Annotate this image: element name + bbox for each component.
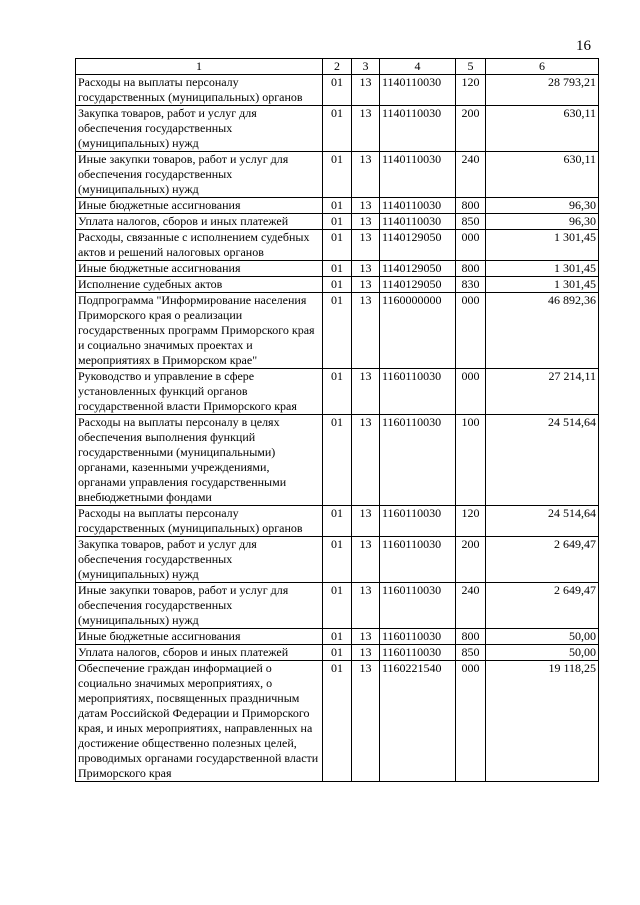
subsection-code-cell: 13 xyxy=(352,369,380,415)
amount-cell: 1 301,45 xyxy=(486,230,599,261)
amount-cell: 2 649,47 xyxy=(486,583,599,629)
header-cell: 5 xyxy=(456,59,486,75)
section-code-cell: 01 xyxy=(323,75,352,106)
table-row xyxy=(76,261,599,277)
table-header-row xyxy=(76,59,599,75)
amount-cell: 50,00 xyxy=(486,645,599,661)
amount-cell: 96,30 xyxy=(486,214,599,230)
expense-type-cell: 000 xyxy=(456,293,486,369)
item-name-cell: Обеспечение граждан информацией о социально значимых мероприятиях, о мероприятиях, посвященных праздничным датам Российской Федерации и Приморского края, и иных мероприятиях, направленных на достижение общественно полезных целей, проводимых органами государственной власти Приморского края xyxy=(76,661,323,782)
subsection-code-cell: 13 xyxy=(352,506,380,537)
item-name-cell: Расходы на выплаты персоналу в целях обеспечения выполнения функций государственными (муниципальными) органами, казенными учреждениями, органами управления государственными внебюджетными фондами xyxy=(76,415,323,506)
page-number: 16 xyxy=(576,38,591,54)
item-name-cell: Иные бюджетные ассигнования xyxy=(76,198,323,214)
section-code-cell: 01 xyxy=(323,198,352,214)
section-code-cell: 01 xyxy=(323,230,352,261)
section-code-cell: 01 xyxy=(323,277,352,293)
table-row xyxy=(76,629,599,645)
table-row xyxy=(76,645,599,661)
target-article-cell: 1140110030 xyxy=(380,214,456,230)
expense-type-cell: 100 xyxy=(456,415,486,506)
target-article-cell: 1160110030 xyxy=(380,629,456,645)
subsection-code-cell: 13 xyxy=(352,152,380,198)
amount-cell: 24 514,64 xyxy=(486,415,599,506)
table-row xyxy=(76,369,599,415)
item-name-cell: Уплата налогов, сборов и иных платежей xyxy=(76,645,323,661)
subsection-code-cell: 13 xyxy=(352,106,380,152)
target-article-cell: 1140110030 xyxy=(380,152,456,198)
amount-cell: 27 214,11 xyxy=(486,369,599,415)
table-row xyxy=(76,506,599,537)
header-cell: 4 xyxy=(380,59,456,75)
amount-cell: 630,11 xyxy=(486,152,599,198)
expense-type-cell: 240 xyxy=(456,583,486,629)
table-row xyxy=(76,75,599,106)
target-article-cell: 1160000000 xyxy=(380,293,456,369)
subsection-code-cell: 13 xyxy=(352,537,380,583)
subsection-code-cell: 13 xyxy=(352,645,380,661)
expense-type-cell: 000 xyxy=(456,230,486,261)
header-cell: 6 xyxy=(486,59,599,75)
amount-cell: 1 301,45 xyxy=(486,261,599,277)
section-code-cell: 01 xyxy=(323,369,352,415)
budget-table xyxy=(75,58,599,782)
item-name-cell: Подпрограмма "Информирование населения Приморского края о реализации государственных программ Приморского края и социально значимых проектах и мероприятиях в Приморском крае" xyxy=(76,293,323,369)
item-name-cell: Исполнение судебных актов xyxy=(76,277,323,293)
amount-cell: 46 892,36 xyxy=(486,293,599,369)
expense-type-cell: 800 xyxy=(456,261,486,277)
section-code-cell: 01 xyxy=(323,152,352,198)
target-article-cell: 1140110030 xyxy=(380,75,456,106)
item-name-cell: Уплата налогов, сборов и иных платежей xyxy=(76,214,323,230)
item-name-cell: Руководство и управление в сфере установленных функций органов государственной власти Приморского края xyxy=(76,369,323,415)
subsection-code-cell: 13 xyxy=(352,661,380,782)
section-code-cell: 01 xyxy=(323,645,352,661)
header-cell: 2 xyxy=(323,59,352,75)
table-body xyxy=(76,75,599,782)
table-row xyxy=(76,198,599,214)
target-article-cell: 1160221540 xyxy=(380,661,456,782)
item-name-cell: Закупка товаров, работ и услуг для обеспечения государственных (муниципальных) нужд xyxy=(76,537,323,583)
table-row xyxy=(76,230,599,261)
expense-type-cell: 120 xyxy=(456,75,486,106)
subsection-code-cell: 13 xyxy=(352,415,380,506)
amount-cell: 96,30 xyxy=(486,198,599,214)
expense-type-cell: 240 xyxy=(456,152,486,198)
item-name-cell: Иные бюджетные ассигнования xyxy=(76,629,323,645)
expense-type-cell: 830 xyxy=(456,277,486,293)
item-name-cell: Иные закупки товаров, работ и услуг для обеспечения государственных (муниципальных) нужд xyxy=(76,583,323,629)
section-code-cell: 01 xyxy=(323,261,352,277)
subsection-code-cell: 13 xyxy=(352,75,380,106)
subsection-code-cell: 13 xyxy=(352,629,380,645)
section-code-cell: 01 xyxy=(323,415,352,506)
item-name-cell: Закупка товаров, работ и услуг для обеспечения государственных (муниципальных) нужд xyxy=(76,106,323,152)
header-cell: 3 xyxy=(352,59,380,75)
subsection-code-cell: 13 xyxy=(352,230,380,261)
item-name-cell: Иные закупки товаров, работ и услуг для обеспечения государственных (муниципальных) нужд xyxy=(76,152,323,198)
target-article-cell: 1140129050 xyxy=(380,261,456,277)
expense-type-cell: 000 xyxy=(456,369,486,415)
target-article-cell: 1160110030 xyxy=(380,537,456,583)
target-article-cell: 1160110030 xyxy=(380,583,456,629)
subsection-code-cell: 13 xyxy=(352,261,380,277)
subsection-code-cell: 13 xyxy=(352,293,380,369)
amount-cell: 19 118,25 xyxy=(486,661,599,782)
amount-cell: 28 793,21 xyxy=(486,75,599,106)
item-name-cell: Расходы, связанные с исполнением судебных актов и решений налоговых органов xyxy=(76,230,323,261)
target-article-cell: 1140110030 xyxy=(380,106,456,152)
expense-type-cell: 850 xyxy=(456,214,486,230)
target-article-cell: 1160110030 xyxy=(380,415,456,506)
header-cell: 1 xyxy=(76,59,323,75)
item-name-cell: Расходы на выплаты персоналу государственных (муниципальных) органов xyxy=(76,506,323,537)
amount-cell: 24 514,64 xyxy=(486,506,599,537)
target-article-cell: 1160110030 xyxy=(380,506,456,537)
section-code-cell: 01 xyxy=(323,629,352,645)
section-code-cell: 01 xyxy=(323,583,352,629)
item-name-cell: Иные бюджетные ассигнования xyxy=(76,261,323,277)
target-article-cell: 1140110030 xyxy=(380,198,456,214)
subsection-code-cell: 13 xyxy=(352,214,380,230)
expense-type-cell: 200 xyxy=(456,537,486,583)
subsection-code-cell: 13 xyxy=(352,583,380,629)
table-row xyxy=(76,415,599,506)
amount-cell: 50,00 xyxy=(486,629,599,645)
expense-type-cell: 850 xyxy=(456,645,486,661)
subsection-code-cell: 13 xyxy=(352,277,380,293)
target-article-cell: 1160110030 xyxy=(380,369,456,415)
section-code-cell: 01 xyxy=(323,293,352,369)
table-row xyxy=(76,537,599,583)
expense-type-cell: 200 xyxy=(456,106,486,152)
expense-type-cell: 800 xyxy=(456,198,486,214)
table-row xyxy=(76,152,599,198)
target-article-cell: 1160110030 xyxy=(380,645,456,661)
amount-cell: 2 649,47 xyxy=(486,537,599,583)
table-row xyxy=(76,661,599,782)
expense-type-cell: 120 xyxy=(456,506,486,537)
table-row xyxy=(76,583,599,629)
subsection-code-cell: 13 xyxy=(352,198,380,214)
section-code-cell: 01 xyxy=(323,661,352,782)
table-row xyxy=(76,106,599,152)
section-code-cell: 01 xyxy=(323,106,352,152)
table-row xyxy=(76,293,599,369)
target-article-cell: 1140129050 xyxy=(380,277,456,293)
section-code-cell: 01 xyxy=(323,537,352,583)
table-row xyxy=(76,277,599,293)
amount-cell: 630,11 xyxy=(486,106,599,152)
section-code-cell: 01 xyxy=(323,506,352,537)
item-name-cell: Расходы на выплаты персоналу государственных (муниципальных) органов xyxy=(76,75,323,106)
expense-type-cell: 000 xyxy=(456,661,486,782)
target-article-cell: 1140129050 xyxy=(380,230,456,261)
table-row xyxy=(76,214,599,230)
section-code-cell: 01 xyxy=(323,214,352,230)
expense-type-cell: 800 xyxy=(456,629,486,645)
amount-cell: 1 301,45 xyxy=(486,277,599,293)
